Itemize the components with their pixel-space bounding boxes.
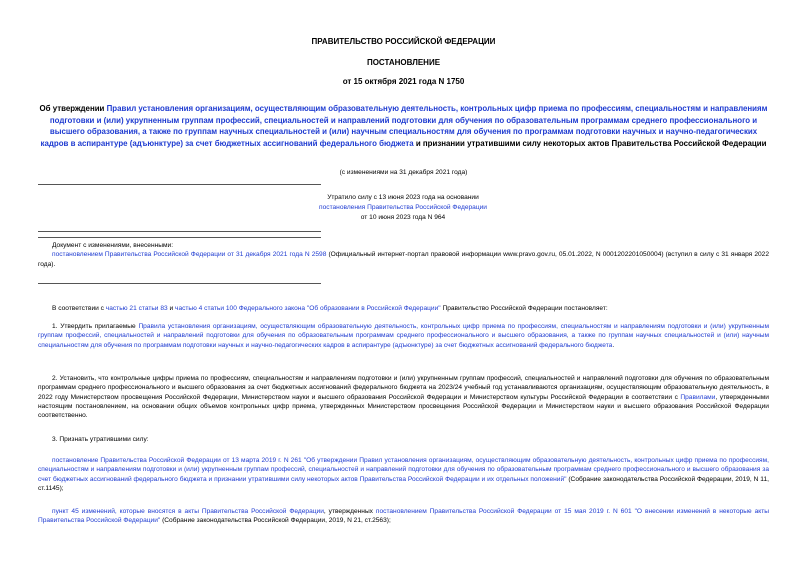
expired-line-3: от 10 июня 2023 года N 964	[360, 214, 446, 222]
expired-line-1: Утратило силу с 13 июня 2023 года на основании	[327, 194, 479, 201]
amendments-label: Документ с изменениями, внесенными:	[52, 242, 174, 249]
resolution-601-link[interactable]: постановлением Правительства Российской Федерации от 15 мая 2019 г. N 601 "О внесении изменений в некоторые акты Правительства Российской Федерации"	[38, 508, 769, 525]
document-date-number: от 15 октября 2021 года N 1750	[342, 77, 465, 86]
amendment-source: (Официальный интернет-портал правовой информации www.pravo.gov.ru, 05.01.2022, N 0001202201050004) (вступил в силу с 31 января 2022 года).	[38, 251, 769, 268]
paragraph-1-text: 1. Утвердить прилагаемые	[52, 323, 139, 330]
title-prefix: Об утверждении	[39, 104, 107, 113]
preamble-paragraph	[38, 304, 769, 313]
divider-line	[38, 237, 321, 238]
divider-line	[38, 184, 321, 185]
law-article-100-link[interactable]: частью 4 статьи 100 Федерального закона "Об образовании в Российской Федерации"	[175, 305, 441, 312]
rules-link[interactable]: Правилами	[680, 393, 716, 401]
resolution-261-link[interactable]: постановление Правительства Российской Федерации от 13 марта 2019 г. N 261 "Об утверждении Правил установления организациям, осуществляющим образовательную деятельность, контрольных цифр приема по профессиям, специальностям и направлениям подготовки и (или) укрупненным группам профессий, специальностей и направлений подготовки для обучения по образовательным программам среднего профессионального и высшего образования за счет бюджетных ассигнований федерального бюджета и признании утратившими силу некоторых актов Правительства Российской Федерации и их отдельных положений"	[38, 457, 769, 483]
paragraph-1-text: .	[612, 341, 615, 349]
law-article-83-link[interactable]: частью 21 статьи 83	[105, 305, 168, 312]
amendments-block	[38, 241, 769, 269]
repealed-item-1-source: (Собрание законодательства Российской Федерации, 2019, N 11, ст.1145);	[38, 475, 769, 493]
divider-line	[38, 283, 321, 284]
amendment-resolution-link[interactable]: постановлением Правительства Российской Федерации от 31 декабря 2021 года N 2598	[52, 251, 327, 259]
approved-rules-link[interactable]: Правила установления организациям, осуществляющим образовательную деятельность, контрольных цифр приема по профессиям, специальностям и направлениям подготовки и (или) укрупненным группам профессий, специальностей и направлений подготовки для обучения по образовательным программам среднего профессионального и высшего образования, а также по группам научных специальностей и (или) научным специальностям для обучения по программам подготовки научных и научно-педагогических кадров в аспирантуре (адъюнктуре) за счет бюджетных ассигнований федерального бюджета	[38, 323, 769, 349]
document-title	[38, 103, 769, 149]
paragraph-2	[38, 374, 769, 421]
preamble-text: Правительство Российской Федерации постановляет:	[440, 305, 608, 312]
divider-line	[38, 231, 321, 232]
amendments-text	[38, 250, 769, 269]
repealed-item-2-text: , утвержденных	[323, 508, 376, 515]
preamble-text: В соответствии с	[52, 305, 106, 312]
paragraph-3: 3. Признать утратившими силу:	[52, 436, 149, 443]
preamble-text: и	[167, 305, 176, 312]
government-header: ПРАВИТЕЛЬСТВО РОССИЙСКОЙ ФЕДЕРАЦИИ	[311, 37, 496, 46]
expired-resolution-link[interactable]: постановления Правительства Российской Федерации	[319, 204, 487, 212]
paragraph-2-text: 2. Установить, что контрольные цифры приема по профессиям, специальностям и направлениям подготовки и (или) укрупненным группам профессий, специальностей и направлений подготовки для обучения по образовательным программам среднего профессионального и высшего образования за счет бюджетных ассигнований федерального бюджета на 2023/24 учебный год устанавливаются организациям, осуществляющим образовательную деятельность, в 2022 году Министерством просвещения Российской Федерации, Министерством науки и высшего образования Российской Федерации и Министерством культуры Российской Федерации в соответствии с	[38, 375, 769, 401]
repealed-item-2	[38, 507, 769, 526]
changes-note: (с изменениями на 31 декабря 2021 года)	[339, 169, 468, 176]
repealed-item-2-source: (Собрание законодательства Российской Федерации, 2019, N 21, ст.2563);	[160, 517, 391, 525]
title-suffix: и признании утратившими силу некоторых актов Правительства Российской Федерации	[413, 138, 767, 148]
item-45-link[interactable]: пункт 45 изменений, которые вносятся в акты Правительства Российской Федерации	[52, 508, 324, 515]
document-type: ПОСТАНОВЛЕНИЕ	[366, 58, 441, 67]
repealed-item-1	[38, 456, 769, 493]
paragraph-2-text: , утвержденными настоящим постановлением, на основании общих объемов контрольных цифр приема, утвержденных Министерством просвещения Российской Федерации и Министерством науки и высшего образования Российской Федерации соответственно.	[38, 393, 769, 420]
expired-notice	[278, 193, 528, 224]
title-rules-link[interactable]: Правил установления организациям, осуществляющим образовательную деятельность, контрольных цифр приема по профессиям, специальностям и направлениям подготовки и (или) укрупненным группам профессий, специальностей и направлений подготовки для обучения по образовательным программам среднего профессионального и высшего образования, а также по группам научных специальностей и (или) научным специальностям для обучения по программам подготовки научных и научно-педагогических кадров в аспирантуре (адъюнктуре) за счет бюджетных ассигнований федерального бюджета	[40, 104, 768, 148]
paragraph-1	[38, 322, 769, 350]
